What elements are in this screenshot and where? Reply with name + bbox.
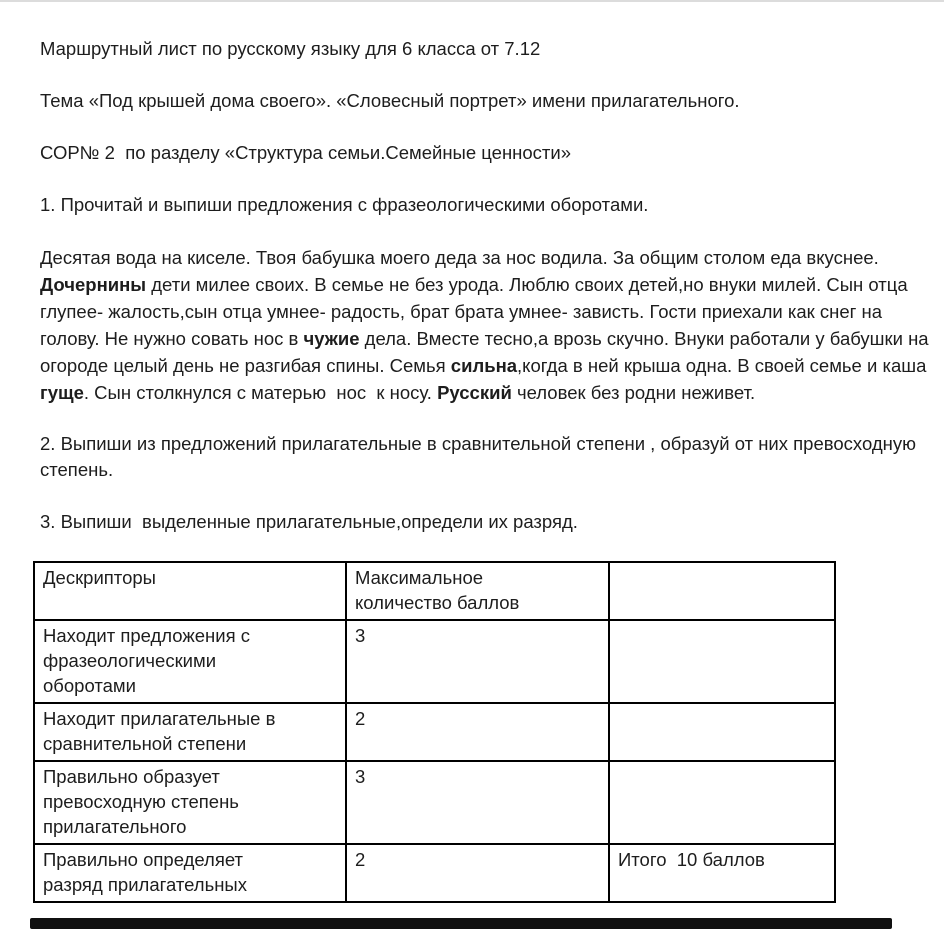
descriptor-cell: Находит прилагательные в сравнительной степени [34,703,346,761]
points-cell: 2 [346,844,609,902]
bold-word: Дочернины [40,274,147,295]
points-cell: 3 [346,761,609,844]
text-run: дети милее своих. В семье не без урода. Люблю своих детей,но внуки милей. Сын отца глупее- жалость,сын отца умнее- радость, брат брата умнее- зависть. Гости приехали как снег на голову. Не нужно совать нос в [40,274,913,349]
scan-bottom-strip [30,918,892,929]
bold-word: чужие [303,328,360,349]
table-row [34,844,835,902]
text-run: ,когда в ней крыша одна. В своей семье и каша [517,355,932,376]
task-3-line: 3. Выпиши выделенные прилагательные,определи их разряд. [40,511,578,532]
text-run: человек без родни неживет. [511,382,756,403]
bold-word: гуще [40,382,84,403]
header-descriptors: Дескрипторы [34,562,346,620]
header-max-points: Максимальное количество баллов [346,562,609,620]
points-cell: 3 [346,620,609,703]
descriptor-cell: Правильно определяет разряд прилагательных [34,844,346,902]
note-cell [609,620,835,703]
text-run: Десятая вода на киселе. Твоя бабушка моего деда за нос водила. За общим столом еда вкуснее. [40,247,884,268]
note-cell [609,761,835,844]
task-1-line: 1. Прочитай и выпиши предложения с фразеологическими оборотами. [40,194,649,215]
exercise-paragraph [40,244,934,406]
note-cell [609,703,835,761]
descriptor-cell: Находит предложения с фразеологическими оборотами [34,620,346,703]
header-empty [609,562,835,620]
theme-line: Тема «Под крышей дома своего». «Словесный портрет» имени прилагательного. [40,90,740,111]
table-row [34,761,835,844]
points-cell: 2 [346,703,609,761]
text-run: дела. Вместе тесно,а врозь скучно. Внуки работали у бабушки на огороде целый день не разгибая спины. Семья [40,328,934,376]
descriptors-table [33,561,836,903]
sor-line: СОР№ 2 по разделу «Структура семьи.Семейные ценности» [40,142,572,163]
table-header-row [34,562,835,620]
descriptor-cell: Правильно образует превосходную степень прилагательного [34,761,346,844]
document-title: Маршрутный лист по русскому языку для 6 класса от 7.12 [40,38,541,59]
task-2-line: 2. Выпиши из предложений прилагательные в сравнительной степени , образуй от них превосходную степень. [40,433,922,480]
note-cell: Итого 10 баллов [609,844,835,902]
table-row [34,703,835,761]
bold-word: сильна [450,355,518,376]
table-row [34,620,835,703]
bold-word: Русский [437,382,512,403]
text-run: . Сын столкнулся с матерью нос к носу. [83,382,438,403]
scan-top-edge [0,0,944,2]
